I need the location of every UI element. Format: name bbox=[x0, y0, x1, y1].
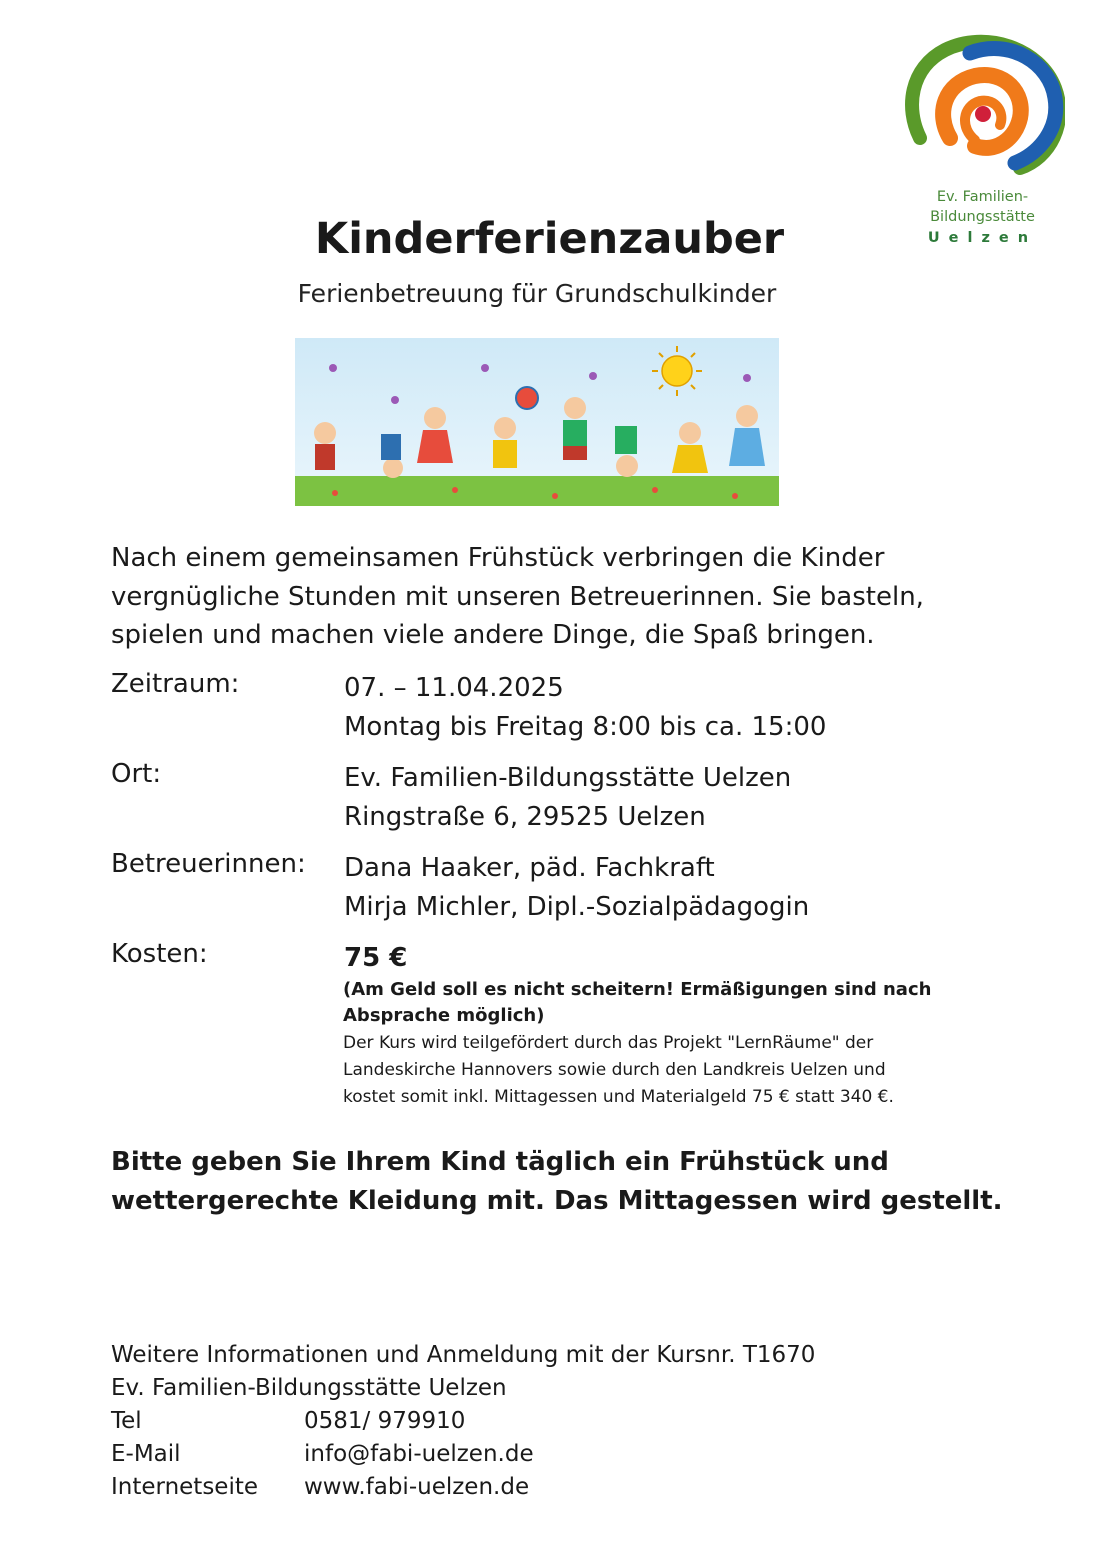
logo-text-line3: Uelzen bbox=[927, 230, 1038, 246]
important-note: Bitte geben Sie Ihrem Kind täglich ein Frühstück und wettergerechte Kleidung mit. Das Mittagessen wird gestellt. bbox=[111, 1147, 1003, 1216]
zeitraum-value bbox=[344, 669, 826, 746]
tel-label: Tel bbox=[111, 1408, 142, 1434]
website-link[interactable]: www.fabi-uelzen.de bbox=[304, 1474, 530, 1500]
zeitraum-label: Zeitraum: bbox=[111, 669, 240, 699]
betreuer-label: Betreuerinnen: bbox=[111, 849, 306, 879]
zeitraum-times: Montag bis Freitag 8:00 bis ca. 15:00 bbox=[344, 711, 827, 742]
ort-label: Ort: bbox=[111, 759, 162, 789]
page-title: Kinderferienzauber bbox=[314, 214, 785, 264]
kosten-price: 75 € bbox=[344, 943, 408, 973]
logo-text-line1: Ev. Familien- bbox=[936, 189, 1029, 205]
betreuer-1: Dana Haaker, päd. Fachkraft bbox=[344, 853, 715, 883]
footer-org-line: Ev. Familien-Bildungsstätte Uelzen bbox=[111, 1375, 507, 1401]
ort-name: Ev. Familien-Bildungsstätte Uelzen bbox=[344, 763, 792, 793]
email-label: E-Mail bbox=[111, 1441, 181, 1467]
kosten-details: Der Kurs wird teilgefördert durch das Projekt "LernRäume" der Landeskirche Hannovers sowie durch den Landkreis Uelzen und kostet somit inkl. Mittagessen und Materialgeld 75 € statt 340 €. bbox=[343, 1033, 894, 1107]
logo-text-line2: Bildungsstätte bbox=[930, 209, 1035, 225]
children-playing-illustration bbox=[295, 338, 779, 506]
intro-paragraph: Nach einem gemeinsamen Frühstück verbringen die Kinder vergnügliche Stunden mit unseren Betreuerinnen. Sie basteln, spielen und machen viele andere Dinge, die Spaß bringen. bbox=[111, 543, 924, 650]
page-subtitle: Ferienbetreuung für Grundschulkinder bbox=[297, 279, 777, 308]
betreuer-value bbox=[344, 849, 809, 926]
spiral-logo-icon bbox=[900, 28, 1065, 188]
kosten-label: Kosten: bbox=[111, 939, 208, 969]
footer-info-line: Weitere Informationen und Anmeldung mit der Kursnr. T1670 bbox=[111, 1342, 816, 1368]
betreuer-2: Mirja Michler, Dipl.-Sozialpädagogin bbox=[344, 891, 810, 922]
kosten-note: (Am Geld soll es nicht scheitern! Ermäßigungen sind nach Absprache möglich) bbox=[343, 979, 932, 1026]
ort-address: Ringstraße 6, 29525 Uelzen bbox=[344, 801, 706, 832]
zeitraum-dates: 07. – 11.04.2025 bbox=[344, 673, 564, 703]
ort-value bbox=[344, 759, 791, 836]
tel-value[interactable]: 0581/ 979910 bbox=[304, 1408, 466, 1434]
website-label: Internetseite bbox=[111, 1474, 259, 1500]
email-link[interactable]: info@fabi-uelzen.de bbox=[304, 1441, 534, 1467]
